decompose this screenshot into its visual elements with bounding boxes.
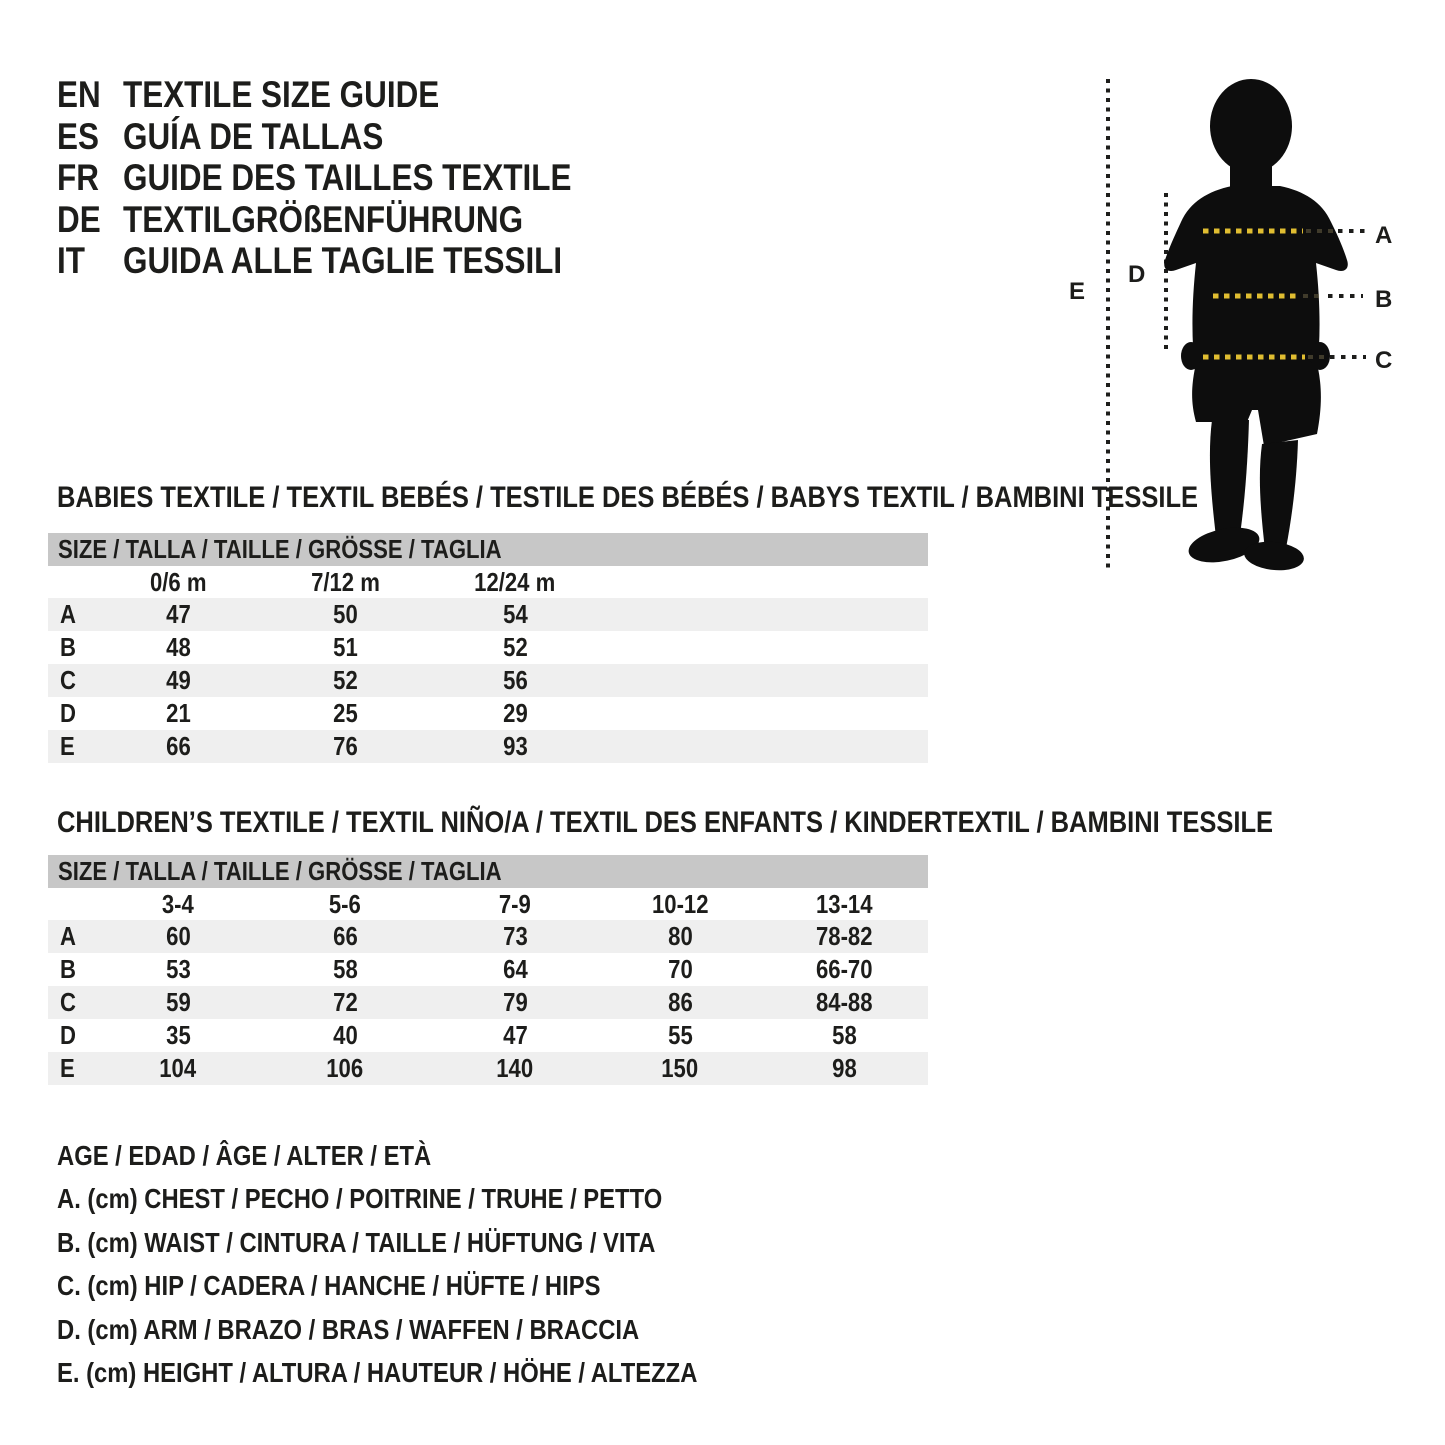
lang-code-text: IT bbox=[57, 240, 85, 281]
cell-value: 25 bbox=[332, 698, 358, 728]
lang-title bbox=[123, 240, 640, 282]
cell-value: 56 bbox=[502, 665, 528, 695]
lang-code-text: EN bbox=[57, 74, 101, 115]
row-label: D bbox=[60, 698, 76, 728]
lang-row-fr bbox=[57, 157, 651, 199]
lang-title-text: GUIDE DES TAILLES TEXTILE bbox=[123, 157, 572, 198]
figure-label-A: A bbox=[1375, 222, 1393, 249]
children-size-header-band bbox=[48, 855, 928, 888]
lang-row-it bbox=[57, 240, 651, 282]
cell-value: 35 bbox=[165, 1020, 191, 1050]
lang-title-text: GUIDA ALLE TAGLIE TESSILI bbox=[123, 240, 563, 281]
column-header: 5-6 bbox=[329, 888, 361, 919]
cell-value: 79 bbox=[502, 987, 528, 1017]
cell-value: 76 bbox=[332, 731, 358, 761]
cell-value: 106 bbox=[326, 1053, 364, 1083]
lang-title bbox=[123, 74, 495, 116]
size-header-text: SIZE / TALLA / TAILLE / GRÖSSE / TAGLIA bbox=[58, 856, 502, 886]
row-label: A bbox=[60, 599, 76, 629]
figure-label-E: E bbox=[1069, 278, 1086, 305]
legend-line-height: E. (cm) HEIGHT / ALTURA / HAUTEUR / HÖHE / ALTEZZA bbox=[57, 1357, 698, 1389]
lang-code-text: DE bbox=[57, 198, 101, 240]
cell-value: 47 bbox=[165, 599, 191, 629]
row-label: C bbox=[60, 987, 76, 1017]
column-header: 13-14 bbox=[815, 888, 873, 919]
table-row bbox=[48, 986, 928, 1019]
cell-value: 52 bbox=[332, 665, 358, 695]
row-label: B bbox=[60, 632, 76, 662]
row-label: B bbox=[60, 954, 76, 984]
cell-value: 84-88 bbox=[815, 987, 873, 1017]
lang-title bbox=[123, 116, 429, 158]
cell-value: 40 bbox=[332, 1020, 358, 1050]
table-row bbox=[48, 697, 928, 730]
lang-title-text: TEXTILE SIZE GUIDE bbox=[123, 74, 440, 115]
cell-value: 86 bbox=[667, 987, 693, 1017]
lang-row-en bbox=[57, 74, 651, 116]
table-row bbox=[48, 953, 928, 986]
lang-title bbox=[123, 199, 594, 241]
cell-value: 66 bbox=[332, 921, 358, 951]
lang-code bbox=[57, 240, 123, 282]
row-label: C bbox=[60, 665, 76, 695]
legend-line-arm: D. (cm) ARM / BRAZO / BRAS / WAFFEN / BRACCIA bbox=[57, 1313, 640, 1345]
cell-value: 58 bbox=[831, 1020, 857, 1050]
table-row bbox=[48, 730, 928, 763]
lang-code bbox=[57, 74, 123, 116]
legend-line-waist: B. (cm) WAIST / CINTURA / TAILLE / HÜFTUNG / VITA bbox=[57, 1226, 656, 1258]
lang-code-text: FR bbox=[57, 157, 99, 198]
lang-code bbox=[57, 157, 123, 199]
figure-label-B: B bbox=[1375, 286, 1393, 313]
lang-code bbox=[57, 199, 123, 241]
column-header: 12/24 m bbox=[474, 566, 556, 597]
measurement-legend bbox=[57, 1134, 810, 1394]
table-row bbox=[48, 598, 928, 631]
column-header: 7-9 bbox=[499, 888, 531, 919]
size-header-text: SIZE / TALLA / TAILLE / GRÖSSE / TAGLIA bbox=[58, 534, 502, 564]
lang-title bbox=[123, 157, 651, 199]
cell-value: 58 bbox=[332, 954, 358, 984]
table-row bbox=[48, 664, 928, 697]
cell-value: 51 bbox=[332, 632, 358, 662]
lang-row-de bbox=[57, 199, 651, 241]
legend-line-hip: C. (cm) HIP / CADERA / HANCHE / HÜFTE / HIPS bbox=[57, 1270, 601, 1302]
silhouette-left-hand bbox=[1181, 342, 1201, 370]
babies-section-title-text: BABIES TEXTILE / TEXTIL BEBÉS / TESTILE DES BÉBÉS / BABYS TEXTIL / BAMBINI TESSILE bbox=[57, 481, 1199, 514]
figure-label-C: C bbox=[1375, 347, 1393, 374]
cell-value: 49 bbox=[165, 665, 191, 695]
column-header: 0/6 m bbox=[149, 566, 207, 597]
silhouette-left-leg bbox=[1210, 420, 1249, 537]
cell-value: 70 bbox=[667, 954, 693, 984]
cell-value: 98 bbox=[831, 1053, 857, 1083]
cell-value: 150 bbox=[661, 1053, 699, 1083]
table-row bbox=[48, 631, 928, 664]
table-row bbox=[48, 1052, 928, 1085]
cell-value: 48 bbox=[165, 632, 191, 662]
lang-code-text: ES bbox=[57, 115, 99, 157]
row-label: D bbox=[60, 1020, 76, 1050]
babies-section-title bbox=[57, 481, 1399, 515]
cell-value: 78-82 bbox=[815, 921, 873, 951]
children-size-table bbox=[48, 855, 928, 1085]
cell-value: 66 bbox=[165, 731, 191, 761]
cell-value: 52 bbox=[502, 632, 528, 662]
children-section-title-text: CHILDREN’S TEXTILE / TEXTIL NIÑO/A / TEXTIL DES ENFANTS / KINDERTEXTIL / BAMBINI TESSILE bbox=[57, 806, 1274, 839]
cell-value: 21 bbox=[165, 698, 191, 728]
cell-value: 93 bbox=[502, 731, 528, 761]
language-title-list bbox=[57, 74, 651, 282]
legend-line-chest: A. (cm) CHEST / PECHO / POITRINE / TRUHE / PETTO bbox=[57, 1183, 663, 1215]
column-header: 3-4 bbox=[162, 888, 194, 919]
babies-size-header-band bbox=[48, 533, 928, 566]
cell-value: 104 bbox=[159, 1053, 197, 1083]
column-header: 7/12 m bbox=[310, 566, 380, 597]
cell-value: 29 bbox=[502, 698, 528, 728]
lang-row-es bbox=[57, 116, 651, 158]
cell-value: 50 bbox=[332, 599, 358, 629]
cell-value: 140 bbox=[496, 1053, 534, 1083]
column-header: 10-12 bbox=[651, 888, 709, 919]
row-label: E bbox=[60, 731, 75, 761]
row-label: E bbox=[60, 1053, 75, 1083]
cell-value: 53 bbox=[165, 954, 191, 984]
lang-title-text: GUÍA DE TALLAS bbox=[123, 115, 384, 157]
table-row bbox=[48, 920, 928, 953]
cell-value: 66-70 bbox=[815, 954, 873, 984]
cell-value: 59 bbox=[165, 987, 191, 1017]
legend-line-age: AGE / EDAD / ÂGE / ALTER / ETÀ bbox=[57, 1140, 432, 1171]
cell-value: 47 bbox=[502, 1020, 528, 1050]
cell-value: 73 bbox=[502, 921, 528, 951]
cell-value: 55 bbox=[667, 1020, 693, 1050]
cell-value: 80 bbox=[667, 921, 693, 951]
lang-title-text: TEXTILGRÖßENFÜHRUNG bbox=[123, 198, 524, 240]
lang-code bbox=[57, 116, 123, 158]
cell-value: 54 bbox=[502, 599, 528, 629]
children-section-title bbox=[57, 806, 1445, 840]
table-row bbox=[48, 1019, 928, 1052]
figure-label-D: D bbox=[1128, 261, 1146, 288]
cell-value: 64 bbox=[502, 954, 528, 984]
babies-column-header-row bbox=[48, 566, 928, 598]
babies-size-table bbox=[48, 533, 928, 763]
cell-value: 72 bbox=[332, 987, 358, 1017]
cell-value: 60 bbox=[165, 921, 191, 951]
row-label: A bbox=[60, 921, 76, 951]
children-column-header-row bbox=[48, 888, 928, 920]
